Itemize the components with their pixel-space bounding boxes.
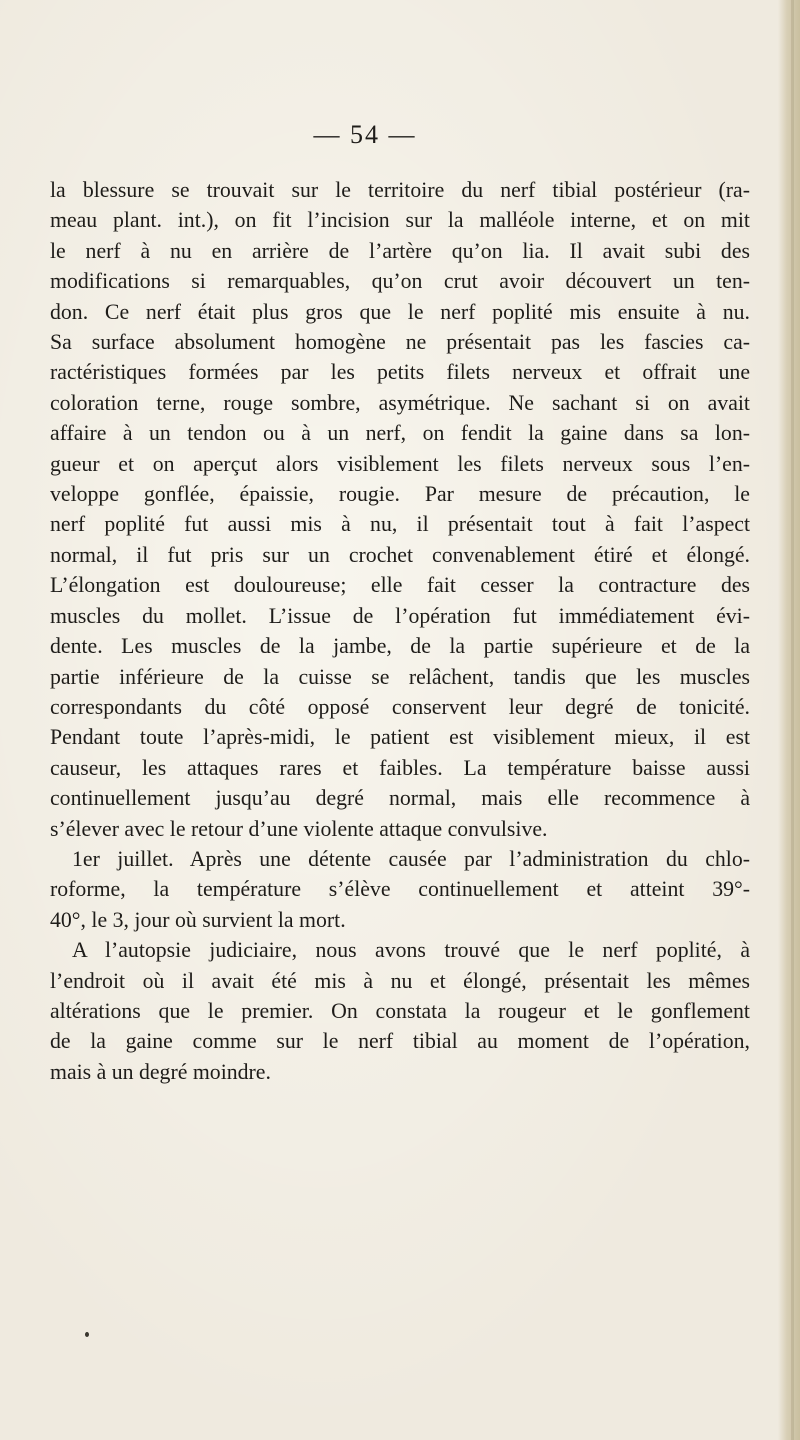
text-line: gueur et on aperçut alors visiblement les filets nerveux sous l’en- (50, 451, 750, 476)
text-line: roforme, la température s’élève continuellement et atteint 39°- (50, 877, 750, 902)
page-number: — 54 — (313, 120, 417, 149)
text-line: don. Ce nerf était plus gros que le nerf poplité mis ensuite à nu. (50, 299, 750, 324)
text-line: 40°, le 3, jour où survient la mort. (50, 907, 346, 932)
text-line: Pendant toute l’après-midi, le patient est visiblement mieux, il est (50, 725, 750, 750)
text-line: mais à un degré moindre. (50, 1059, 271, 1084)
page-edge (778, 0, 800, 1440)
text-line: veloppe gonflée, épaissie, rougie. Par mesure de précaution, le (50, 482, 750, 507)
text-line: continuellement jusqu’au degré normal, mais elle recommence à (50, 786, 750, 811)
text-line: muscles du mollet. L’issue de l’opération fut immédiatement évi- (50, 603, 750, 628)
text-line: Sa surface absolument homogène ne présentait pas les fascies ca- (50, 330, 750, 355)
text-line: l’endroit où il avait été mis à nu et élongé, présentait les mêmes (50, 968, 750, 993)
text-line: la blessure se trouvait sur le territoire du nerf tibial postérieur (ra- (50, 178, 750, 202)
text-line: altérations que le premier. On constata la rougeur et le gonflement (50, 998, 750, 1023)
ink-speck (85, 1332, 89, 1337)
text-line: s’élever avec le retour d’une violente attaque convulsive. (50, 816, 548, 841)
page-edge-shadow (791, 0, 794, 1440)
text-line: correspondants du côté opposé conservent leur degré de tonicité. (50, 694, 750, 719)
text-line: nerf poplité fut aussi mis à nu, il présentait tout à fait l’aspect (50, 512, 750, 537)
text-line: partie inférieure de la cuisse se relâchent, tandis que les muscles (50, 664, 750, 689)
text-line: normal, il fut pris sur un crochet convenablement étiré et élongé. (50, 542, 750, 567)
text-line: L’élongation est douloureuse; elle fait cesser la contracture des (50, 573, 750, 598)
text-line: 1er juillet. Après une détente causée par l’administration du chlo- (72, 846, 750, 871)
text-line: le nerf à nu en arrière de l’artère qu’on lia. Il avait subi des (50, 238, 750, 263)
text-line: dente. Les muscles de la jambe, de la partie supérieure et de la (50, 634, 750, 659)
text-line: meau plant. int.), on fit l’incision sur la malléole interne, et on mit (50, 208, 750, 233)
text-line: de la gaine comme sur le nerf tibial au moment de l’opération, (50, 1029, 750, 1054)
text-line: modifications si remarquables, qu’on crut avoir découvert un ten- (50, 269, 750, 294)
text-line: causeur, les attaques rares et faibles. La température baisse aussi (50, 755, 750, 780)
text-line: A l’autopsie judiciaire, nous avons trouvé que le nerf poplité, à (72, 938, 750, 963)
body-text (50, 175, 750, 1087)
text-line: ractéristiques formées par les petits filets nerveux et offrait une (50, 360, 750, 385)
text-line: coloration terne, rouge sombre, asymétrique. Ne sachant si on avait (50, 390, 750, 415)
text-line: affaire à un tendon ou à un nerf, on fendit la gaine dans sa lon- (50, 421, 750, 446)
